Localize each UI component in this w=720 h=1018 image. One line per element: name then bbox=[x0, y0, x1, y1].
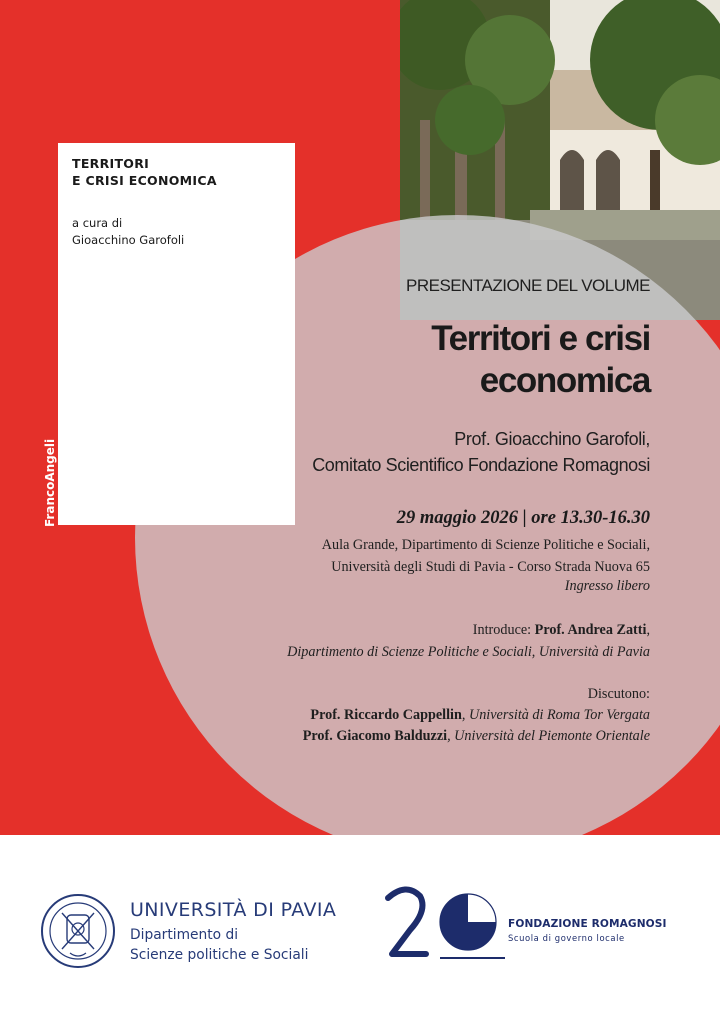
romagnosi-20-logo bbox=[380, 884, 505, 966]
foundation-subtitle: Scuola di governo locale bbox=[508, 933, 625, 943]
intro-label: Introduce: bbox=[472, 622, 535, 638]
intro-comma: , bbox=[646, 622, 650, 638]
discussant-2 bbox=[303, 726, 650, 747]
discussant-affiliation: , Università del Piemonte Orientale bbox=[447, 728, 650, 744]
event-title: Territori e crisi economica bbox=[431, 319, 650, 400]
discussant-affiliation: , Università di Roma Tor Vergata bbox=[461, 707, 650, 723]
book-editor: a cura di Gioacchino Garofoli bbox=[72, 216, 185, 247]
publisher-logo: FrancoAngeli bbox=[43, 438, 57, 527]
event-speaker: Prof. Gioacchino Garofoli, Comitato Scientifico Fondazione Romagnosi bbox=[312, 429, 650, 475]
event-discussants bbox=[303, 684, 650, 747]
intro-line bbox=[287, 619, 650, 641]
book-cover bbox=[58, 143, 295, 525]
discussants-label: Discutono: bbox=[587, 686, 650, 702]
event-pretitle: PRESENTAZIONE DEL VOLUME bbox=[406, 276, 650, 295]
discussant-name: Prof. Giacomo Balduzzi bbox=[302, 728, 448, 744]
event-venue: Aula Grande, Dipartimento di Scienze Politiche e Sociali, Università degli Studi di Pavia - Corso Strada Nuova 65 bbox=[321, 537, 650, 575]
university-seal-icon bbox=[40, 893, 116, 969]
university-department: Dipartimento di Scienze politiche e Sociali bbox=[130, 927, 309, 963]
event-introduction bbox=[287, 619, 650, 663]
discussant-1 bbox=[303, 705, 650, 726]
foundation-name: FONDAZIONE ROMAGNOSI bbox=[508, 918, 667, 930]
event-entry: Ingresso libero bbox=[564, 578, 650, 594]
intro-affiliation: Dipartimento di Scienze Politiche e Sociali, Università di Pavia bbox=[287, 644, 650, 660]
event-date: 29 maggio 2026 | ore 13.30-16.30 bbox=[396, 508, 650, 528]
intro-name: Prof. Andrea Zatti bbox=[534, 622, 647, 638]
university-name: UNIVERSITÀ DI PAVIA bbox=[130, 899, 337, 921]
book-title: TERRITORI E CRISI ECONOMICA bbox=[72, 156, 217, 188]
discussant-name: Prof. Riccardo Cappellin bbox=[310, 707, 462, 723]
